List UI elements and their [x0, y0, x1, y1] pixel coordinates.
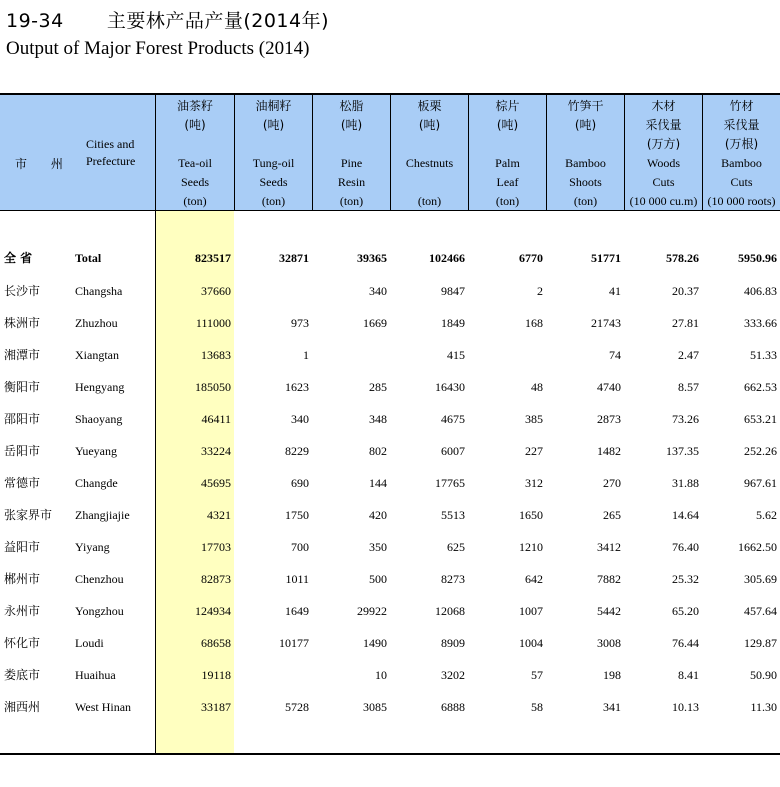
column-header-en: Pine — [340, 156, 363, 170]
cell-value: 662.53 — [744, 380, 777, 394]
cell-value: 10177 — [279, 636, 309, 650]
row-label-cn: 郴州市 — [4, 572, 41, 586]
cell-value: 2 — [537, 284, 543, 298]
column-header-cn: (吨) — [574, 118, 597, 132]
row-label-en: Chenzhou — [75, 572, 124, 586]
row-label-cn: 怀化市 — [4, 636, 41, 650]
column-header-en: Leaf — [496, 175, 519, 189]
cell-value: 823517 — [195, 251, 231, 265]
column-header-en: Woods — [646, 156, 681, 170]
table-row — [0, 371, 780, 403]
cell-value: 37660 — [201, 284, 231, 298]
cell-value: 20.37 — [672, 284, 699, 298]
row-label-cn: 湘西州 — [4, 700, 41, 714]
row-label-en: West Hinan — [75, 700, 132, 714]
cell-value: 340 — [369, 284, 387, 298]
cell-value: 14.64 — [672, 508, 699, 522]
cell-value: 642 — [525, 572, 543, 586]
table-row — [0, 531, 780, 563]
cell-value: 2873 — [597, 412, 621, 426]
column-header-cn: 油茶籽 — [176, 99, 213, 113]
cell-value: 1623 — [285, 380, 309, 394]
cell-value: 12068 — [435, 604, 465, 618]
column-header-en: Bamboo — [565, 156, 606, 170]
cell-value: 578.26 — [666, 251, 699, 265]
cell-value: 653.21 — [744, 412, 777, 426]
column-header-en: (ton) — [417, 194, 442, 208]
row-label-cn: 长沙市 — [4, 284, 41, 298]
cell-value: 1210 — [519, 540, 543, 554]
cell-value: 3085 — [363, 700, 387, 714]
column-header-cn: (万方) — [646, 137, 681, 151]
stub-header-cn: 市 州 — [15, 157, 73, 171]
column-header-cn: 木材 — [651, 99, 676, 113]
cell-value: 415 — [447, 348, 465, 362]
column-header-en: (ton) — [183, 194, 207, 208]
cell-value: 8.57 — [678, 380, 699, 394]
cell-value: 46411 — [201, 412, 231, 426]
cell-value: 185050 — [195, 380, 231, 394]
column-header-en: Seeds — [181, 175, 209, 189]
cell-value: 1650 — [519, 508, 543, 522]
cell-value: 1482 — [597, 444, 621, 458]
cell-value: 6770 — [519, 251, 543, 265]
cell-value: 340 — [291, 412, 309, 426]
column-header-en: (ton) — [339, 194, 364, 208]
column-header-en: Tea-oil — [178, 156, 212, 170]
column-header-en — [391, 173, 468, 192]
cell-value: 1669 — [363, 316, 387, 330]
row-label-en: Shaoyang — [75, 412, 123, 426]
cell-value: 5728 — [285, 700, 309, 714]
cell-value: 76.40 — [672, 540, 699, 554]
column-header-3 — [312, 95, 390, 210]
row-label-cn: 娄底市 — [4, 668, 41, 682]
table-title-cn-text: 主要林产品产量(2014年) — [106, 10, 329, 32]
table-row — [0, 659, 780, 691]
cell-value: 1662.50 — [738, 540, 777, 554]
cell-value: 31.88 — [672, 476, 699, 490]
column-header-cn: 竹笋干 — [567, 99, 604, 113]
cell-value: 25.32 — [672, 572, 699, 586]
column-header-cn: 板栗 — [417, 99, 442, 113]
cell-value: 341 — [603, 700, 621, 714]
row-label-cn: 益阳市 — [4, 540, 41, 554]
row-label-cn: 邵阳市 — [4, 412, 41, 426]
cell-value: 312 — [525, 476, 543, 490]
cell-value: 10 — [375, 668, 387, 682]
row-label-cn: 衡阳市 — [4, 380, 41, 394]
cell-value: 10.13 — [672, 700, 699, 714]
cell-value: 68658 — [201, 636, 231, 650]
row-label-cn: 常德市 — [4, 476, 41, 490]
cell-value: 73.26 — [672, 412, 699, 426]
row-label-en: Zhuzhou — [75, 316, 118, 330]
cell-value: 45695 — [201, 476, 231, 490]
cell-value: 285 — [369, 380, 387, 394]
cell-value: 51.33 — [750, 348, 777, 362]
cell-value: 252.26 — [744, 444, 777, 458]
cell-value: 39365 — [357, 251, 387, 265]
cell-value: 8.41 — [678, 668, 699, 682]
column-header-en: Resin — [337, 175, 366, 189]
table-title-cn — [6, 6, 329, 33]
column-header-en: (10 000 cu.m) — [629, 194, 698, 208]
column-header-cn: (万根) — [724, 137, 759, 151]
cell-value: 8273 — [441, 572, 465, 586]
column-header-1 — [155, 95, 234, 210]
cell-value: 420 — [369, 508, 387, 522]
table-row — [0, 307, 780, 339]
row-label-cn: 株洲市 — [4, 316, 41, 330]
cell-value: 406.83 — [744, 284, 777, 298]
row-label-en: Hengyang — [75, 380, 125, 394]
table-row — [0, 691, 780, 723]
cell-value: 74 — [609, 348, 621, 362]
cell-value: 625 — [447, 540, 465, 554]
cell-value: 1490 — [363, 636, 387, 650]
column-header-en: Cuts — [652, 175, 675, 189]
row-label-en: Yiyang — [75, 540, 110, 554]
table-row — [0, 339, 780, 371]
column-header-cn: (吨) — [418, 118, 441, 132]
table-row — [0, 595, 780, 627]
cell-value: 57 — [531, 668, 543, 682]
row-label-en: Loudi — [75, 636, 104, 650]
column-header-8 — [702, 95, 780, 210]
cell-value: 17765 — [435, 476, 465, 490]
cell-value: 33224 — [201, 444, 231, 458]
cell-value: 5513 — [441, 508, 465, 522]
column-header-cn: 采伐量 — [645, 118, 682, 132]
cell-value: 19118 — [201, 668, 231, 682]
cell-value: 29922 — [357, 604, 387, 618]
column-header-cn: 棕片 — [495, 99, 520, 113]
cell-value: 65.20 — [672, 604, 699, 618]
table-row — [0, 275, 780, 307]
row-label-en: Changsha — [75, 284, 123, 298]
cell-value: 973 — [291, 316, 309, 330]
cell-value: 305.69 — [744, 572, 777, 586]
cell-value: 16430 — [435, 380, 465, 394]
cell-value: 51771 — [591, 251, 621, 265]
column-header-cn: 油桐籽 — [255, 99, 292, 113]
column-header-en: Tung-oil — [252, 156, 295, 170]
column-header-cn: (吨) — [262, 118, 285, 132]
row-label-en: Changde — [75, 476, 118, 490]
column-header-en: (ton) — [261, 194, 286, 208]
cell-value: 8229 — [285, 444, 309, 458]
cell-value: 265 — [603, 508, 621, 522]
column-header-en: (10 000 roots) — [707, 194, 776, 208]
table-row — [0, 403, 780, 435]
column-header-en: Shoots — [569, 175, 602, 189]
cell-value: 1750 — [285, 508, 309, 522]
column-header-en: Bamboo — [721, 156, 762, 170]
cell-value: 1004 — [519, 636, 543, 650]
cell-value: 144 — [369, 476, 387, 490]
cell-value: 227 — [525, 444, 543, 458]
row-label-en: Huaihua — [75, 668, 116, 682]
table-row — [0, 563, 780, 595]
cell-value: 3008 — [597, 636, 621, 650]
cell-value: 8909 — [441, 636, 465, 650]
table-row — [0, 435, 780, 467]
column-header-cn: 松脂 — [339, 99, 364, 113]
column-header-4 — [390, 95, 468, 210]
table-row — [0, 499, 780, 531]
cell-value: 33187 — [201, 700, 231, 714]
cell-value: 198 — [603, 668, 621, 682]
cell-value: 4321 — [207, 508, 231, 522]
cell-value: 48 — [531, 380, 543, 394]
column-header-en: Seeds — [259, 175, 288, 189]
row-label-en: Total — [75, 251, 102, 265]
cell-value: 1011 — [285, 572, 309, 586]
cell-value: 2.47 — [678, 348, 699, 362]
column-header-en: (ton) — [495, 194, 520, 208]
cell-value: 137.35 — [666, 444, 699, 458]
cell-value: 348 — [369, 412, 387, 426]
column-header-en: Cuts — [730, 175, 753, 189]
cell-value: 967.61 — [744, 476, 777, 490]
cell-value: 3202 — [441, 668, 465, 682]
row-label-cn: 湘潭市 — [4, 348, 41, 362]
cell-value: 500 — [369, 572, 387, 586]
cell-value: 27.81 — [672, 316, 699, 330]
table-row — [0, 467, 780, 499]
cell-value: 1849 — [441, 316, 465, 330]
bottom-rule — [0, 753, 780, 755]
cell-value: 124934 — [195, 604, 231, 618]
table-title-en: Output of Major Forest Products (2014) — [6, 38, 310, 59]
cell-value: 1007 — [519, 604, 543, 618]
row-label-en: Zhangjiajie — [75, 508, 130, 522]
stub-header-en-line2: Prefecture — [86, 154, 136, 168]
cell-value: 21743 — [591, 316, 621, 330]
row-label-en: Yongzhou — [75, 604, 124, 618]
stub-header-en — [86, 136, 135, 170]
total-row — [0, 242, 780, 274]
cell-value: 129.87 — [744, 636, 777, 650]
cell-value: 11.30 — [750, 700, 777, 714]
column-header-2 — [234, 95, 312, 210]
cell-value: 3412 — [597, 540, 621, 554]
column-header-5 — [468, 95, 546, 210]
cell-value: 1649 — [285, 604, 309, 618]
cell-value: 168 — [525, 316, 543, 330]
column-header-6 — [546, 95, 624, 210]
column-header-cn: (吨) — [340, 118, 363, 132]
stub-header-en-line1: Cities and — [86, 137, 135, 151]
cell-value: 50.90 — [750, 668, 777, 682]
row-label-en: Xiangtan — [75, 348, 119, 362]
cell-value: 5.62 — [756, 508, 777, 522]
cell-value: 802 — [369, 444, 387, 458]
cell-value: 7882 — [597, 572, 621, 586]
cell-value: 700 — [291, 540, 309, 554]
table-number: 19-34 — [6, 10, 64, 32]
column-header-7 — [624, 95, 702, 210]
cell-value: 333.66 — [744, 316, 777, 330]
cell-value: 17703 — [201, 540, 231, 554]
cell-value: 6007 — [441, 444, 465, 458]
table-row — [0, 627, 780, 659]
cell-value: 76.44 — [672, 636, 699, 650]
cell-value: 690 — [291, 476, 309, 490]
cell-value: 4740 — [597, 380, 621, 394]
cell-value: 32871 — [279, 251, 309, 265]
cell-value: 102466 — [429, 251, 465, 265]
cell-value: 457.64 — [744, 604, 777, 618]
cell-value: 9847 — [441, 284, 465, 298]
cell-value: 5950.96 — [738, 251, 777, 265]
cell-value: 58 — [531, 700, 543, 714]
column-header-en: Chestnuts — [405, 156, 454, 170]
column-header-cn: 竹材 — [729, 99, 754, 113]
column-header-cn: (吨) — [184, 118, 206, 132]
cell-value: 41 — [609, 284, 621, 298]
cell-value: 6888 — [441, 700, 465, 714]
row-label-cn: 岳阳市 — [4, 444, 41, 458]
cell-value: 385 — [525, 412, 543, 426]
cell-value: 350 — [369, 540, 387, 554]
column-header-en: Palm — [495, 156, 520, 170]
cell-value: 13683 — [201, 348, 231, 362]
row-label-cn: 全 省 — [4, 251, 33, 265]
column-header-en: (ton) — [573, 194, 598, 208]
cell-value: 82873 — [201, 572, 231, 586]
cell-value: 1 — [303, 348, 309, 362]
column-header-cn: 采伐量 — [723, 118, 760, 132]
cell-value: 111000 — [195, 316, 231, 330]
row-label-cn: 永州市 — [4, 604, 41, 618]
row-label-cn: 张家界市 — [4, 508, 53, 522]
cell-value: 5442 — [597, 604, 621, 618]
column-header-cn: (吨) — [496, 118, 519, 132]
cell-value: 270 — [603, 476, 621, 490]
row-label-en: Yueyang — [75, 444, 117, 458]
cell-value: 4675 — [441, 412, 465, 426]
